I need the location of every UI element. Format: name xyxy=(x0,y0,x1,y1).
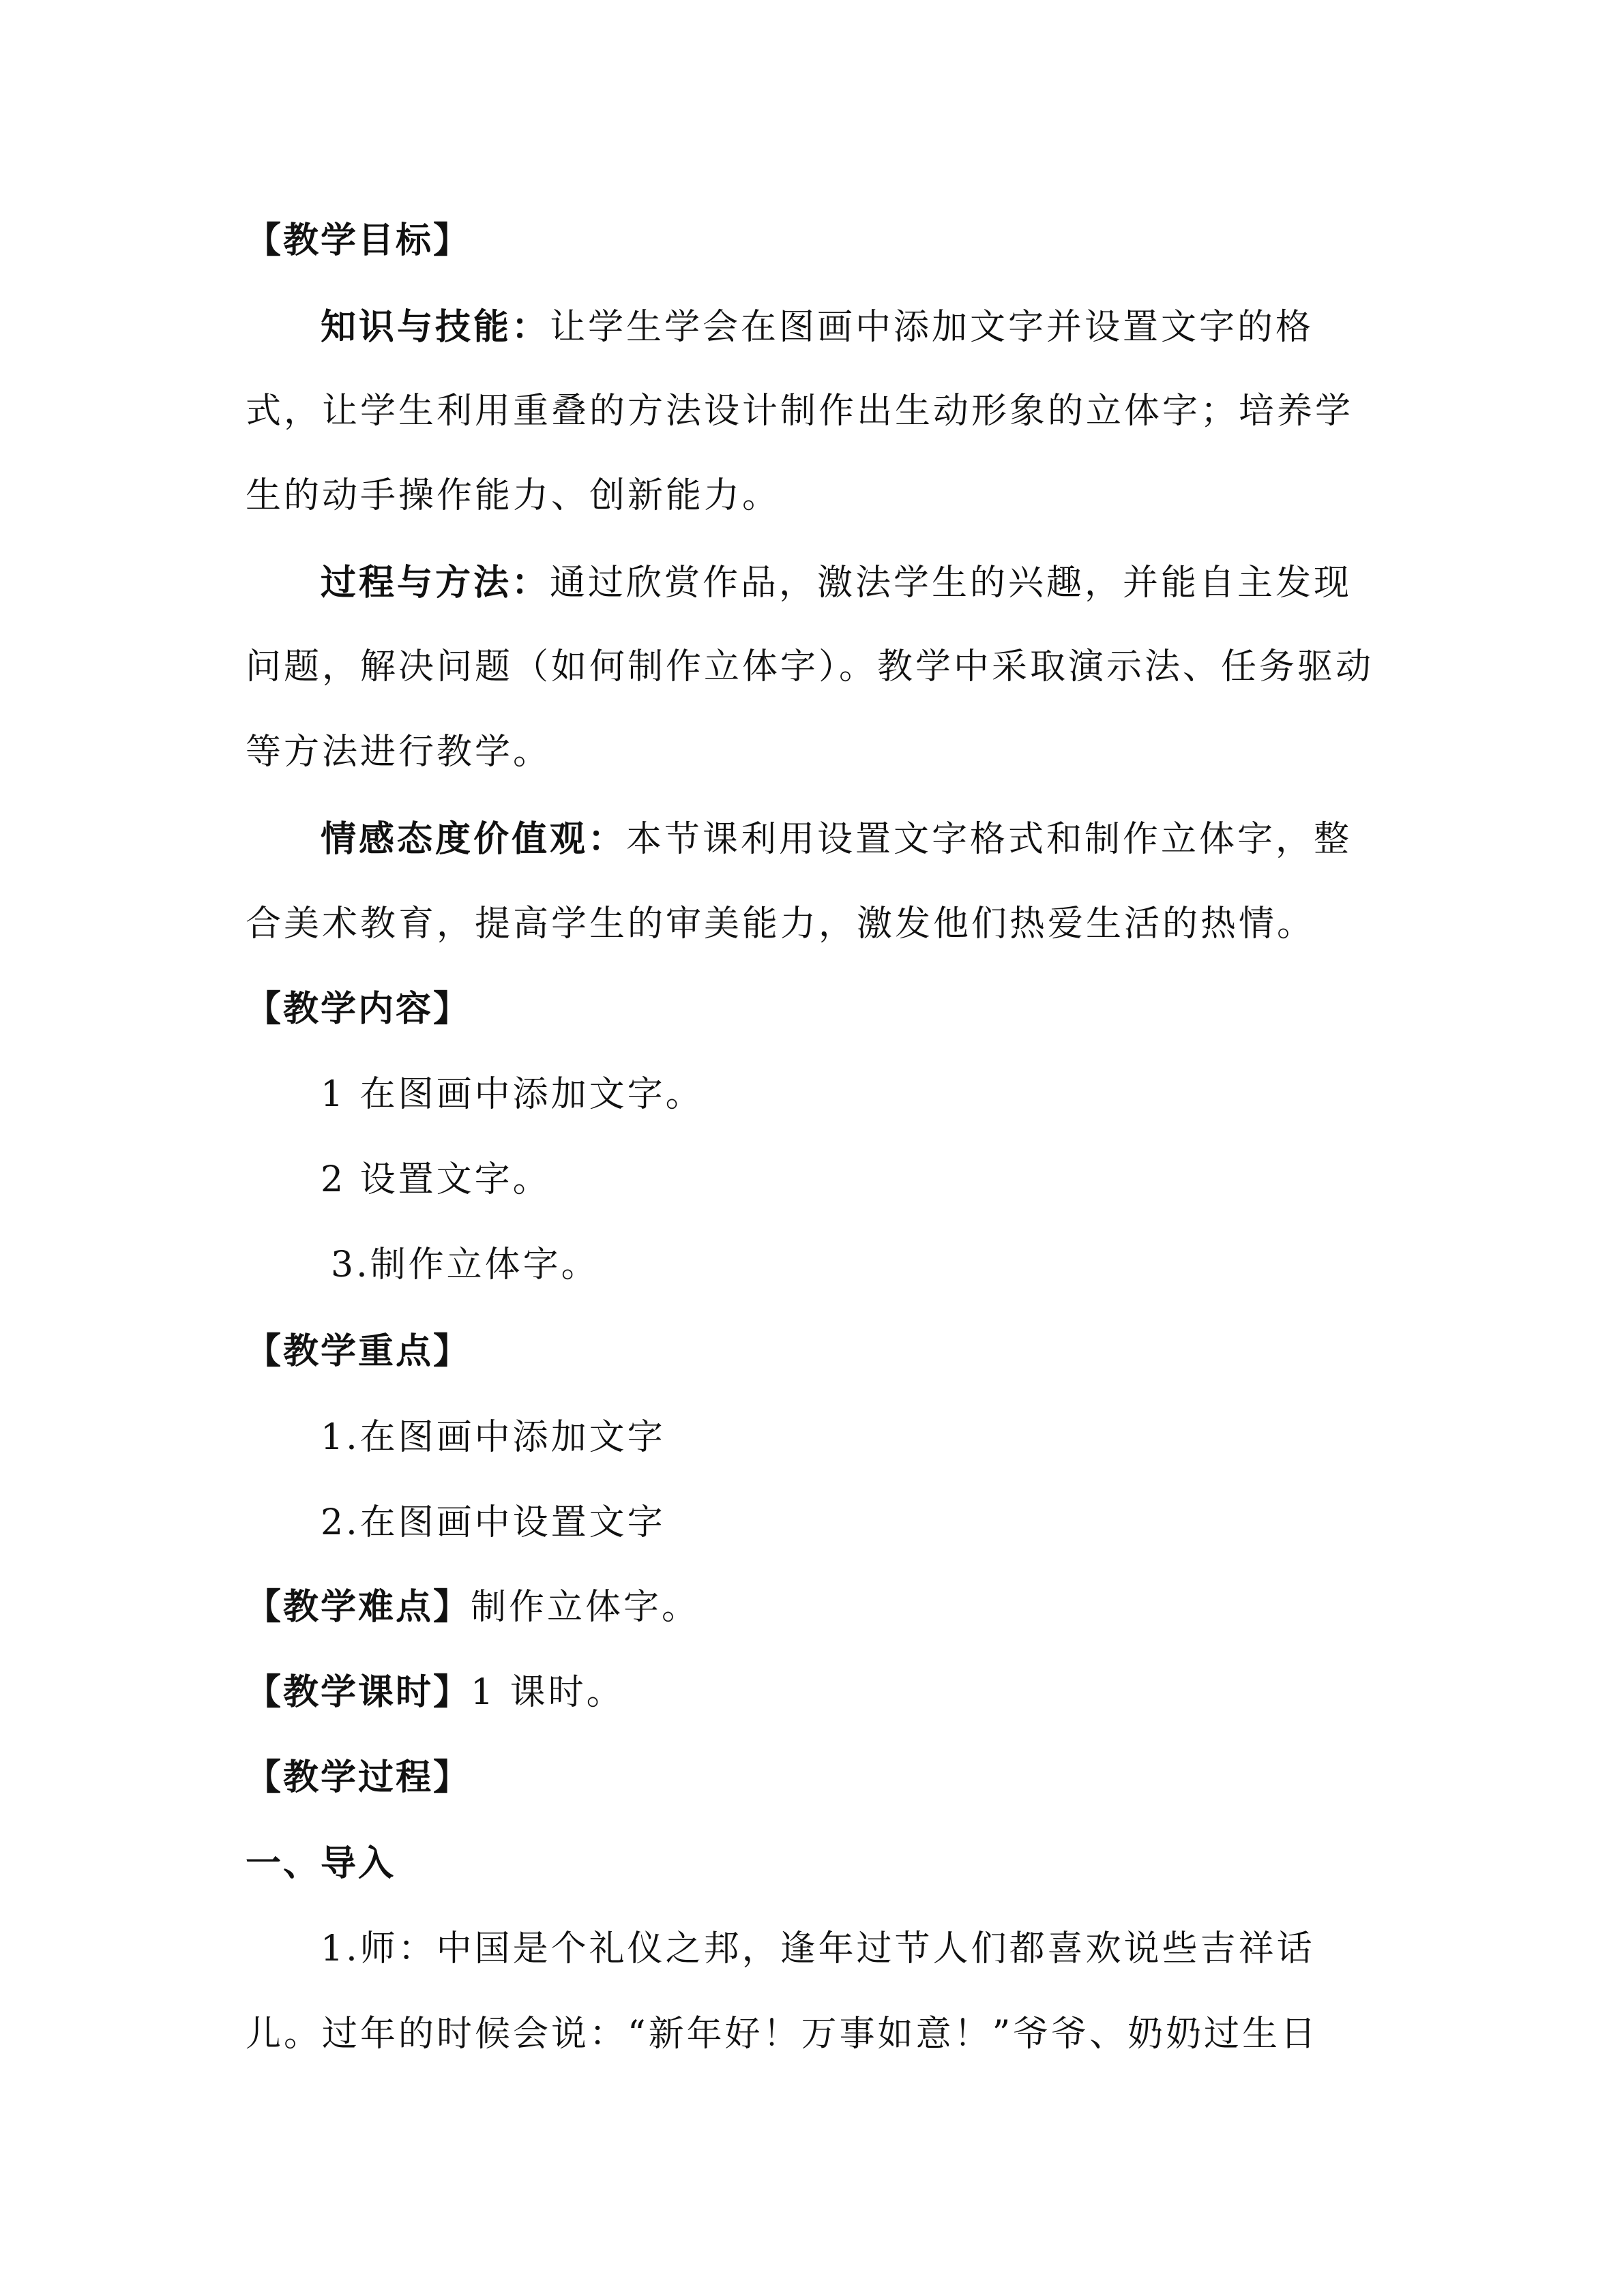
emotion-text-2: 合美术教育，提高学生的审美能力，激发他们热爱生活的热情。 xyxy=(246,904,1316,944)
process-text-2: 问题，解决问题（如何制作立体字）。教学中采取演示法、任务驱动 xyxy=(246,646,1374,687)
objectives-heading: 【教学目标】 xyxy=(246,220,471,261)
hours-line xyxy=(246,1669,625,1716)
process-text-3: 等方法进行教学。 xyxy=(246,732,552,773)
content-heading: 【教学内容】 xyxy=(246,989,471,1030)
intro-text-2: 儿。过年的时候会说：“新年好！万事如意！”爷爷、奶奶过生日 xyxy=(246,2014,1319,2055)
knowledge-text-2: 式，让学生利用重叠的方法设计制作出生动形象的立体字；培养学 xyxy=(246,391,1354,432)
hours-heading: 【教学课时】 xyxy=(246,1672,471,1713)
knowledge-text-1: 让学生学会在图画中添加文字并设置文字的格 xyxy=(550,307,1314,348)
knowledge-paragraph-line-1 xyxy=(321,303,1314,351)
process-text-1: 通过欣赏作品，激法学生的兴趣，并能自主发现 xyxy=(550,563,1353,603)
content-item-1: 1 在图画中添加文字。 xyxy=(321,1074,704,1115)
focus-item-2: 2.在图画中设置文字 xyxy=(321,1502,666,1543)
content-item-2: 2 设置文字。 xyxy=(321,1159,551,1200)
focus-item-1: 1.在图画中添加文字 xyxy=(321,1417,666,1458)
emotion-text-1: 本节课利用设置文字格式和制作立体字，整 xyxy=(626,819,1353,860)
process-paragraph-line-1 xyxy=(321,559,1352,607)
focus-heading: 【教学重点】 xyxy=(246,1331,471,1372)
emotion-label: 情感态度价值观： xyxy=(321,819,627,860)
hours-text: 1 课时。 xyxy=(471,1672,625,1713)
emotion-paragraph-line-1 xyxy=(321,816,1352,863)
difficulty-text: 制作立体字。 xyxy=(471,1587,700,1628)
content-item-3: 3.制作立体字。 xyxy=(331,1244,600,1285)
difficulty-heading: 【教学难点】 xyxy=(246,1587,471,1628)
difficulty-line xyxy=(246,1583,700,1631)
knowledge-text-3: 生的动手操作能力、创新能力。 xyxy=(246,475,781,516)
knowledge-label: 知识与技能： xyxy=(321,307,550,348)
intro-text-1: 1.师：中国是个礼仪之邦，逢年过节人们都喜欢说些吉祥话 xyxy=(321,1928,1315,1969)
process-label: 过程与方法： xyxy=(321,563,550,603)
section-1-heading: 一、导入 xyxy=(246,1843,396,1884)
process-heading: 【教学过程】 xyxy=(246,1757,471,1798)
